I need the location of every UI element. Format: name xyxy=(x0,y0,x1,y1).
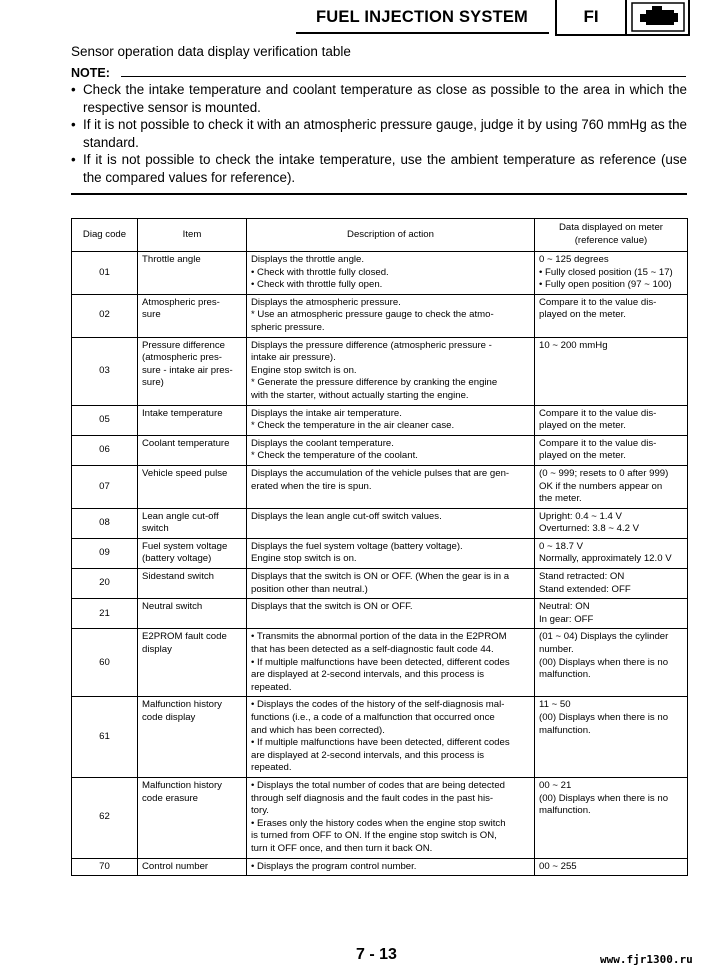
item-cell: Control number xyxy=(138,858,247,876)
col-header-diag-code: Diag code xyxy=(72,219,138,252)
description-cell: Displays the throttle angle. • Check with throttle fully closed. • Check with throttle fully open. xyxy=(247,252,535,295)
description-cell: Displays the pressure difference (atmospheric pressure - intake air pressure). Engine stop switch is on. * Generate the pressure difference by cranking the engine with the starter, without actually starting the engine. xyxy=(247,337,535,405)
diag-code-cell: 62 xyxy=(72,777,138,858)
meter-data-cell: 0 ~ 125 degrees • Fully closed position (15 ~ 17) • Fully open position (97 ~ 100) xyxy=(535,252,688,295)
description-cell: Displays the accumulation of the vehicle pulses that are gen- erated when the tire is spun. xyxy=(247,465,535,508)
meter-data-cell: Compare it to the value dis- played on the meter. xyxy=(535,435,688,465)
diag-code-cell: 03 xyxy=(72,337,138,405)
page-header-title: FUEL INJECTION SYSTEM xyxy=(316,8,529,26)
meter-data-cell: 00 ~ 21 (00) Displays when there is no malfunction. xyxy=(535,777,688,858)
meter-data-cell: Stand retracted: ON Stand extended: OFF xyxy=(535,569,688,599)
sensor-data-table xyxy=(71,218,688,876)
item-cell: Atmospheric pres- sure xyxy=(138,294,247,337)
diag-code-cell: 02 xyxy=(72,294,138,337)
item-cell: Fuel system voltage (battery voltage) xyxy=(138,538,247,568)
note-end-rule xyxy=(71,193,687,195)
meter-data-cell: 00 ~ 255 xyxy=(535,858,688,876)
watermark: www.fjr1300.ru xyxy=(600,953,693,966)
description-cell: Displays the lean angle cut-off switch values. xyxy=(247,508,535,538)
meter-data-cell: 0 ~ 18.7 V Normally, approximately 12.0 V xyxy=(535,538,688,568)
table-row xyxy=(72,294,688,337)
table-caption: Sensor operation data display verification table xyxy=(71,44,351,59)
item-cell: Intake temperature xyxy=(138,405,247,435)
table-row xyxy=(72,337,688,405)
note-list xyxy=(71,81,687,187)
diag-code-cell: 08 xyxy=(72,508,138,538)
table-row xyxy=(72,405,688,435)
table-row xyxy=(72,697,688,778)
description-cell: • Transmits the abnormal portion of the data in the E2PROM that has been detected as a self-diagnostic fault code 44. • If multiple malfunctions have been detected, different codes are displayed at 2-second intervals, and this process is repeated. xyxy=(247,629,535,697)
header-rule xyxy=(296,32,549,34)
item-cell: Pressure difference (atmospheric pres- sure - intake air pres- sure) xyxy=(138,337,247,405)
table-row xyxy=(72,435,688,465)
meter-data-cell: Upright: 0.4 ~ 1.4 V Overturned: 3.8 ~ 4.2 V xyxy=(535,508,688,538)
engine-icon xyxy=(627,0,688,34)
description-cell: Displays that the switch is ON or OFF. (When the gear is in a position other than neutral.) xyxy=(247,569,535,599)
description-cell: • Displays the total number of codes that are being detected through self diagnosis and the fault codes in the past his- tory. • Erases only the history codes when the engine stop switch is turned from OFF to ON. If the engine stop switch is ON, turn it OFF once, and then turn it back ON. xyxy=(247,777,535,858)
table-row xyxy=(72,252,688,295)
description-cell: Displays the atmospheric pressure. * Use an atmospheric pressure gauge to check the atmo- spheric pressure. xyxy=(247,294,535,337)
table-row xyxy=(72,538,688,568)
item-cell: Throttle angle xyxy=(138,252,247,295)
diag-code-cell: 20 xyxy=(72,569,138,599)
diag-code-cell: 07 xyxy=(72,465,138,508)
meter-data-cell: 11 ~ 50 (00) Displays when there is no malfunction. xyxy=(535,697,688,778)
meter-data-cell: Compare it to the value dis- played on the meter. xyxy=(535,405,688,435)
table-row xyxy=(72,858,688,876)
item-cell: Coolant temperature xyxy=(138,435,247,465)
description-cell: Displays the coolant temperature. * Check the temperature of the coolant. xyxy=(247,435,535,465)
diag-code-cell: 70 xyxy=(72,858,138,876)
item-cell: Lean angle cut-off switch xyxy=(138,508,247,538)
meter-data-cell: Neutral: ON In gear: OFF xyxy=(535,599,688,629)
description-cell: • Displays the program control number. xyxy=(247,858,535,876)
table-row xyxy=(72,599,688,629)
section-tab xyxy=(555,0,690,36)
diag-code-cell: 21 xyxy=(72,599,138,629)
item-cell: Malfunction history code erasure xyxy=(138,777,247,858)
diag-code-cell: 09 xyxy=(72,538,138,568)
item-cell: Neutral switch xyxy=(138,599,247,629)
description-cell: Displays the fuel system voltage (battery voltage). Engine stop switch is on. xyxy=(247,538,535,568)
diag-code-cell: 05 xyxy=(72,405,138,435)
meter-data-cell: Compare it to the value dis- played on the meter. xyxy=(535,294,688,337)
page-number: 7 - 13 xyxy=(356,946,397,963)
meter-data-cell: (0 ~ 999; resets to 0 after 999) OK if the numbers appear on the meter. xyxy=(535,465,688,508)
note-rule xyxy=(121,76,686,77)
item-cell: Vehicle speed pulse xyxy=(138,465,247,508)
description-cell: • Displays the codes of the history of the self-diagnosis mal- functions (i.e., a code of a malfunction that occurred once and which has been corrected). • If multiple malfunctions have been detected, different codes are displayed at 2-second intervals, and this process is repeated. xyxy=(247,697,535,778)
col-header-description: Description of action xyxy=(247,219,535,252)
section-code: FI xyxy=(557,0,627,34)
table-row xyxy=(72,569,688,599)
table-row xyxy=(72,629,688,697)
note-label: NOTE: xyxy=(71,66,110,80)
item-cell: E2PROM fault code display xyxy=(138,629,247,697)
diag-code-cell: 01 xyxy=(72,252,138,295)
diag-code-cell: 60 xyxy=(72,629,138,697)
note-item: • Check the intake temperature and coolant temperature as close as possible to the area in which the respective sensor is mounted. xyxy=(71,81,687,116)
table-row xyxy=(72,508,688,538)
meter-data-cell: 10 ~ 200 mmHg xyxy=(535,337,688,405)
table-row xyxy=(72,777,688,858)
table-header-row xyxy=(72,219,688,252)
item-cell: Sidestand switch xyxy=(138,569,247,599)
col-header-item: Item xyxy=(138,219,247,252)
description-cell: Displays the intake air temperature. * Check the temperature in the air cleaner case. xyxy=(247,405,535,435)
diag-code-cell: 06 xyxy=(72,435,138,465)
col-header-meter-data: Data displayed on meter (reference value) xyxy=(535,219,688,252)
note-item: • If it is not possible to check it with an atmospheric pressure gauge, judge it by using 760 mmHg as the standard. xyxy=(71,116,687,151)
table-row xyxy=(72,465,688,508)
note-item: • If it is not possible to check the intake temperature, use the ambient temperature as reference (use the compared values for reference). xyxy=(71,151,687,186)
diag-code-cell: 61 xyxy=(72,697,138,778)
item-cell: Malfunction history code display xyxy=(138,697,247,778)
meter-data-cell: (01 ~ 04) Displays the cylinder number. (00) Displays when there is no malfunction. xyxy=(535,629,688,697)
description-cell: Displays that the switch is ON or OFF. xyxy=(247,599,535,629)
